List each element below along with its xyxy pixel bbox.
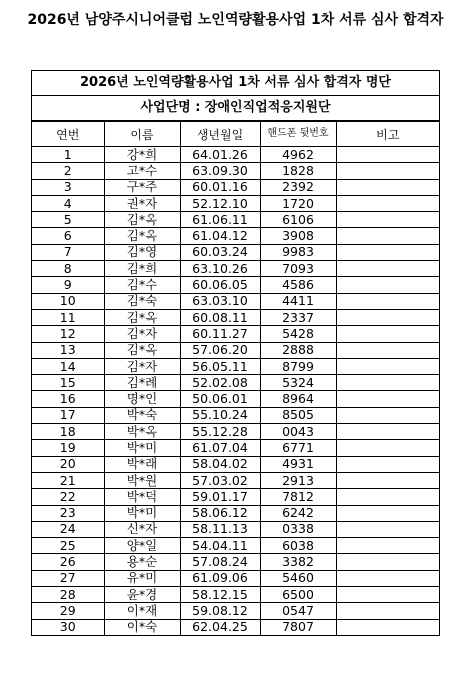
cell-no: 6 xyxy=(32,228,104,244)
cell-note xyxy=(336,228,439,244)
table-row xyxy=(32,603,439,619)
cell-note xyxy=(336,147,439,163)
table-row xyxy=(32,587,439,603)
cell-phone: 0338 xyxy=(260,521,336,537)
cell-birth: 54.04.11 xyxy=(180,538,260,554)
cell-no: 13 xyxy=(32,342,104,358)
header-phone: 핸드폰 뒷번호 xyxy=(260,122,336,147)
cell-name: 김*옥 xyxy=(104,309,180,325)
cell-note xyxy=(336,472,439,488)
cell-phone: 6500 xyxy=(260,587,336,603)
table-row xyxy=(32,456,439,472)
table-row xyxy=(32,277,439,293)
cell-birth: 61.06.11 xyxy=(180,212,260,228)
cell-phone: 4586 xyxy=(260,277,336,293)
cell-birth: 59.08.12 xyxy=(180,603,260,619)
cell-phone: 1720 xyxy=(260,195,336,211)
cell-note xyxy=(336,587,439,603)
table-header-row xyxy=(32,122,439,147)
cell-no: 23 xyxy=(32,505,104,521)
cell-note xyxy=(336,163,439,179)
cell-phone: 2392 xyxy=(260,179,336,195)
header-no: 연번 xyxy=(32,122,104,147)
cell-phone: 1828 xyxy=(260,163,336,179)
cell-name: 고*수 xyxy=(104,163,180,179)
table-body xyxy=(32,147,439,635)
header-note: 비고 xyxy=(336,122,439,147)
cell-phone: 0043 xyxy=(260,424,336,440)
table-row xyxy=(32,619,439,635)
cell-birth: 61.04.12 xyxy=(180,228,260,244)
cell-note xyxy=(336,489,439,505)
cell-phone: 7812 xyxy=(260,489,336,505)
table-row xyxy=(32,358,439,374)
cell-note xyxy=(336,456,439,472)
table-row xyxy=(32,261,439,277)
cell-no: 12 xyxy=(32,326,104,342)
cell-phone: 4411 xyxy=(260,293,336,309)
cell-name: 박*원 xyxy=(104,472,180,488)
table-row xyxy=(32,309,439,325)
cell-name: 이*재 xyxy=(104,603,180,619)
cell-name: 명*인 xyxy=(104,391,180,407)
cell-birth: 52.12.10 xyxy=(180,195,260,211)
cell-name: 김*희 xyxy=(104,261,180,277)
table-row xyxy=(32,538,439,554)
cell-note xyxy=(336,212,439,228)
cell-name: 박*미 xyxy=(104,440,180,456)
cell-name: 김*영 xyxy=(104,244,180,260)
cell-no: 5 xyxy=(32,212,104,228)
table-row xyxy=(32,293,439,309)
cell-no: 20 xyxy=(32,456,104,472)
cell-no: 17 xyxy=(32,407,104,423)
table-row xyxy=(32,244,439,260)
cell-birth: 55.10.24 xyxy=(180,407,260,423)
cell-note xyxy=(336,424,439,440)
cell-name: 용*순 xyxy=(104,554,180,570)
cell-name: 김*수 xyxy=(104,277,180,293)
cell-birth: 56.05.11 xyxy=(180,358,260,374)
table-row xyxy=(32,391,439,407)
table-row xyxy=(32,570,439,586)
cell-note xyxy=(336,309,439,325)
cell-name: 김*자 xyxy=(104,358,180,374)
cell-name: 윤*경 xyxy=(104,587,180,603)
cell-note xyxy=(336,603,439,619)
cell-birth: 59.01.17 xyxy=(180,489,260,505)
applicant-list-sheet xyxy=(31,70,440,636)
cell-name: 권*자 xyxy=(104,195,180,211)
cell-note xyxy=(336,244,439,260)
cell-name: 신*자 xyxy=(104,521,180,537)
cell-note xyxy=(336,619,439,635)
cell-birth: 63.09.30 xyxy=(180,163,260,179)
cell-birth: 60.06.05 xyxy=(180,277,260,293)
cell-name: 박*숙 xyxy=(104,407,180,423)
cell-phone: 7093 xyxy=(260,261,336,277)
cell-birth: 61.07.04 xyxy=(180,440,260,456)
table-row xyxy=(32,179,439,195)
cell-name: 유*미 xyxy=(104,570,180,586)
cell-no: 24 xyxy=(32,521,104,537)
cell-name: 박*미 xyxy=(104,505,180,521)
cell-phone: 4962 xyxy=(260,147,336,163)
cell-no: 29 xyxy=(32,603,104,619)
cell-note xyxy=(336,261,439,277)
cell-no: 8 xyxy=(32,261,104,277)
cell-note xyxy=(336,505,439,521)
cell-birth: 57.03.02 xyxy=(180,472,260,488)
cell-name: 김*옥 xyxy=(104,212,180,228)
cell-name: 박*래 xyxy=(104,456,180,472)
cell-note xyxy=(336,179,439,195)
cell-note xyxy=(336,538,439,554)
table-row xyxy=(32,407,439,423)
cell-birth: 58.06.12 xyxy=(180,505,260,521)
cell-birth: 63.10.26 xyxy=(180,261,260,277)
cell-no: 21 xyxy=(32,472,104,488)
cell-birth: 58.11.13 xyxy=(180,521,260,537)
cell-birth: 64.01.26 xyxy=(180,147,260,163)
cell-phone: 4931 xyxy=(260,456,336,472)
cell-phone: 3382 xyxy=(260,554,336,570)
cell-birth: 62.04.25 xyxy=(180,619,260,635)
cell-note xyxy=(336,570,439,586)
cell-phone: 3908 xyxy=(260,228,336,244)
cell-no: 2 xyxy=(32,163,104,179)
cell-phone: 8505 xyxy=(260,407,336,423)
cell-birth: 58.04.02 xyxy=(180,456,260,472)
cell-no: 27 xyxy=(32,570,104,586)
header-name: 이름 xyxy=(104,122,180,147)
cell-birth: 52.02.08 xyxy=(180,375,260,391)
cell-birth: 57.08.24 xyxy=(180,554,260,570)
cell-phone: 6242 xyxy=(260,505,336,521)
cell-no: 30 xyxy=(32,619,104,635)
cell-birth: 55.12.28 xyxy=(180,424,260,440)
cell-name: 김*례 xyxy=(104,375,180,391)
cell-note xyxy=(336,375,439,391)
cell-phone: 6106 xyxy=(260,212,336,228)
cell-birth: 60.08.11 xyxy=(180,309,260,325)
cell-note xyxy=(336,440,439,456)
table-row xyxy=(32,342,439,358)
table-row xyxy=(32,554,439,570)
table-row xyxy=(32,212,439,228)
cell-note xyxy=(336,521,439,537)
cell-name: 김*옥 xyxy=(104,228,180,244)
cell-birth: 60.01.16 xyxy=(180,179,260,195)
cell-name: 양*일 xyxy=(104,538,180,554)
cell-note xyxy=(336,391,439,407)
cell-name: 구*주 xyxy=(104,179,180,195)
cell-no: 28 xyxy=(32,587,104,603)
header-birth: 생년월일 xyxy=(180,122,260,147)
cell-no: 22 xyxy=(32,489,104,505)
cell-phone: 6771 xyxy=(260,440,336,456)
cell-phone: 2888 xyxy=(260,342,336,358)
cell-no: 11 xyxy=(32,309,104,325)
cell-no: 18 xyxy=(32,424,104,440)
cell-phone: 2337 xyxy=(260,309,336,325)
table-row xyxy=(32,163,439,179)
cell-birth: 60.11.27 xyxy=(180,326,260,342)
cell-name: 이*숙 xyxy=(104,619,180,635)
cell-phone: 8964 xyxy=(260,391,336,407)
cell-name: 김*옥 xyxy=(104,342,180,358)
cell-name: 박*덕 xyxy=(104,489,180,505)
cell-birth: 61.09.06 xyxy=(180,570,260,586)
cell-no: 14 xyxy=(32,358,104,374)
cell-note xyxy=(336,342,439,358)
table-row xyxy=(32,472,439,488)
cell-phone: 5428 xyxy=(260,326,336,342)
cell-phone: 7807 xyxy=(260,619,336,635)
cell-phone: 0547 xyxy=(260,603,336,619)
cell-name: 강*희 xyxy=(104,147,180,163)
cell-note xyxy=(336,358,439,374)
table-row xyxy=(32,228,439,244)
applicant-table xyxy=(32,121,439,635)
organization-name: 사업단명 : 장애인직업적응지원단 xyxy=(32,96,439,121)
cell-birth: 57.06.20 xyxy=(180,342,260,358)
cell-no: 16 xyxy=(32,391,104,407)
cell-no: 3 xyxy=(32,179,104,195)
cell-birth: 50.06.01 xyxy=(180,391,260,407)
cell-phone: 8799 xyxy=(260,358,336,374)
cell-no: 25 xyxy=(32,538,104,554)
cell-note xyxy=(336,554,439,570)
cell-phone: 9983 xyxy=(260,244,336,260)
table-title: 2026년 노인역량활용사업 1차 서류 심사 합격자 명단 xyxy=(32,71,439,96)
cell-birth: 58.12.15 xyxy=(180,587,260,603)
table-row xyxy=(32,195,439,211)
cell-no: 4 xyxy=(32,195,104,211)
table-row xyxy=(32,375,439,391)
cell-no: 19 xyxy=(32,440,104,456)
cell-note xyxy=(336,407,439,423)
cell-name: 김*자 xyxy=(104,326,180,342)
cell-phone: 2913 xyxy=(260,472,336,488)
cell-phone: 6038 xyxy=(260,538,336,554)
cell-note xyxy=(336,293,439,309)
cell-no: 15 xyxy=(32,375,104,391)
table-row xyxy=(32,489,439,505)
cell-no: 7 xyxy=(32,244,104,260)
cell-birth: 60.03.24 xyxy=(180,244,260,260)
cell-no: 26 xyxy=(32,554,104,570)
cell-name: 박*옥 xyxy=(104,424,180,440)
cell-no: 10 xyxy=(32,293,104,309)
cell-note xyxy=(336,277,439,293)
cell-phone: 5460 xyxy=(260,570,336,586)
cell-no: 1 xyxy=(32,147,104,163)
table-row xyxy=(32,326,439,342)
cell-phone: 5324 xyxy=(260,375,336,391)
table-row xyxy=(32,505,439,521)
table-row xyxy=(32,440,439,456)
table-row xyxy=(32,147,439,163)
cell-note xyxy=(336,326,439,342)
page-title: 2026년 남양주시니어클럽 노인역량활용사업 1차 서류 심사 합격자 xyxy=(27,12,444,28)
cell-no: 9 xyxy=(32,277,104,293)
table-row xyxy=(32,521,439,537)
table-row xyxy=(32,424,439,440)
cell-name: 김*숙 xyxy=(104,293,180,309)
cell-birth: 63.03.10 xyxy=(180,293,260,309)
cell-note xyxy=(336,195,439,211)
